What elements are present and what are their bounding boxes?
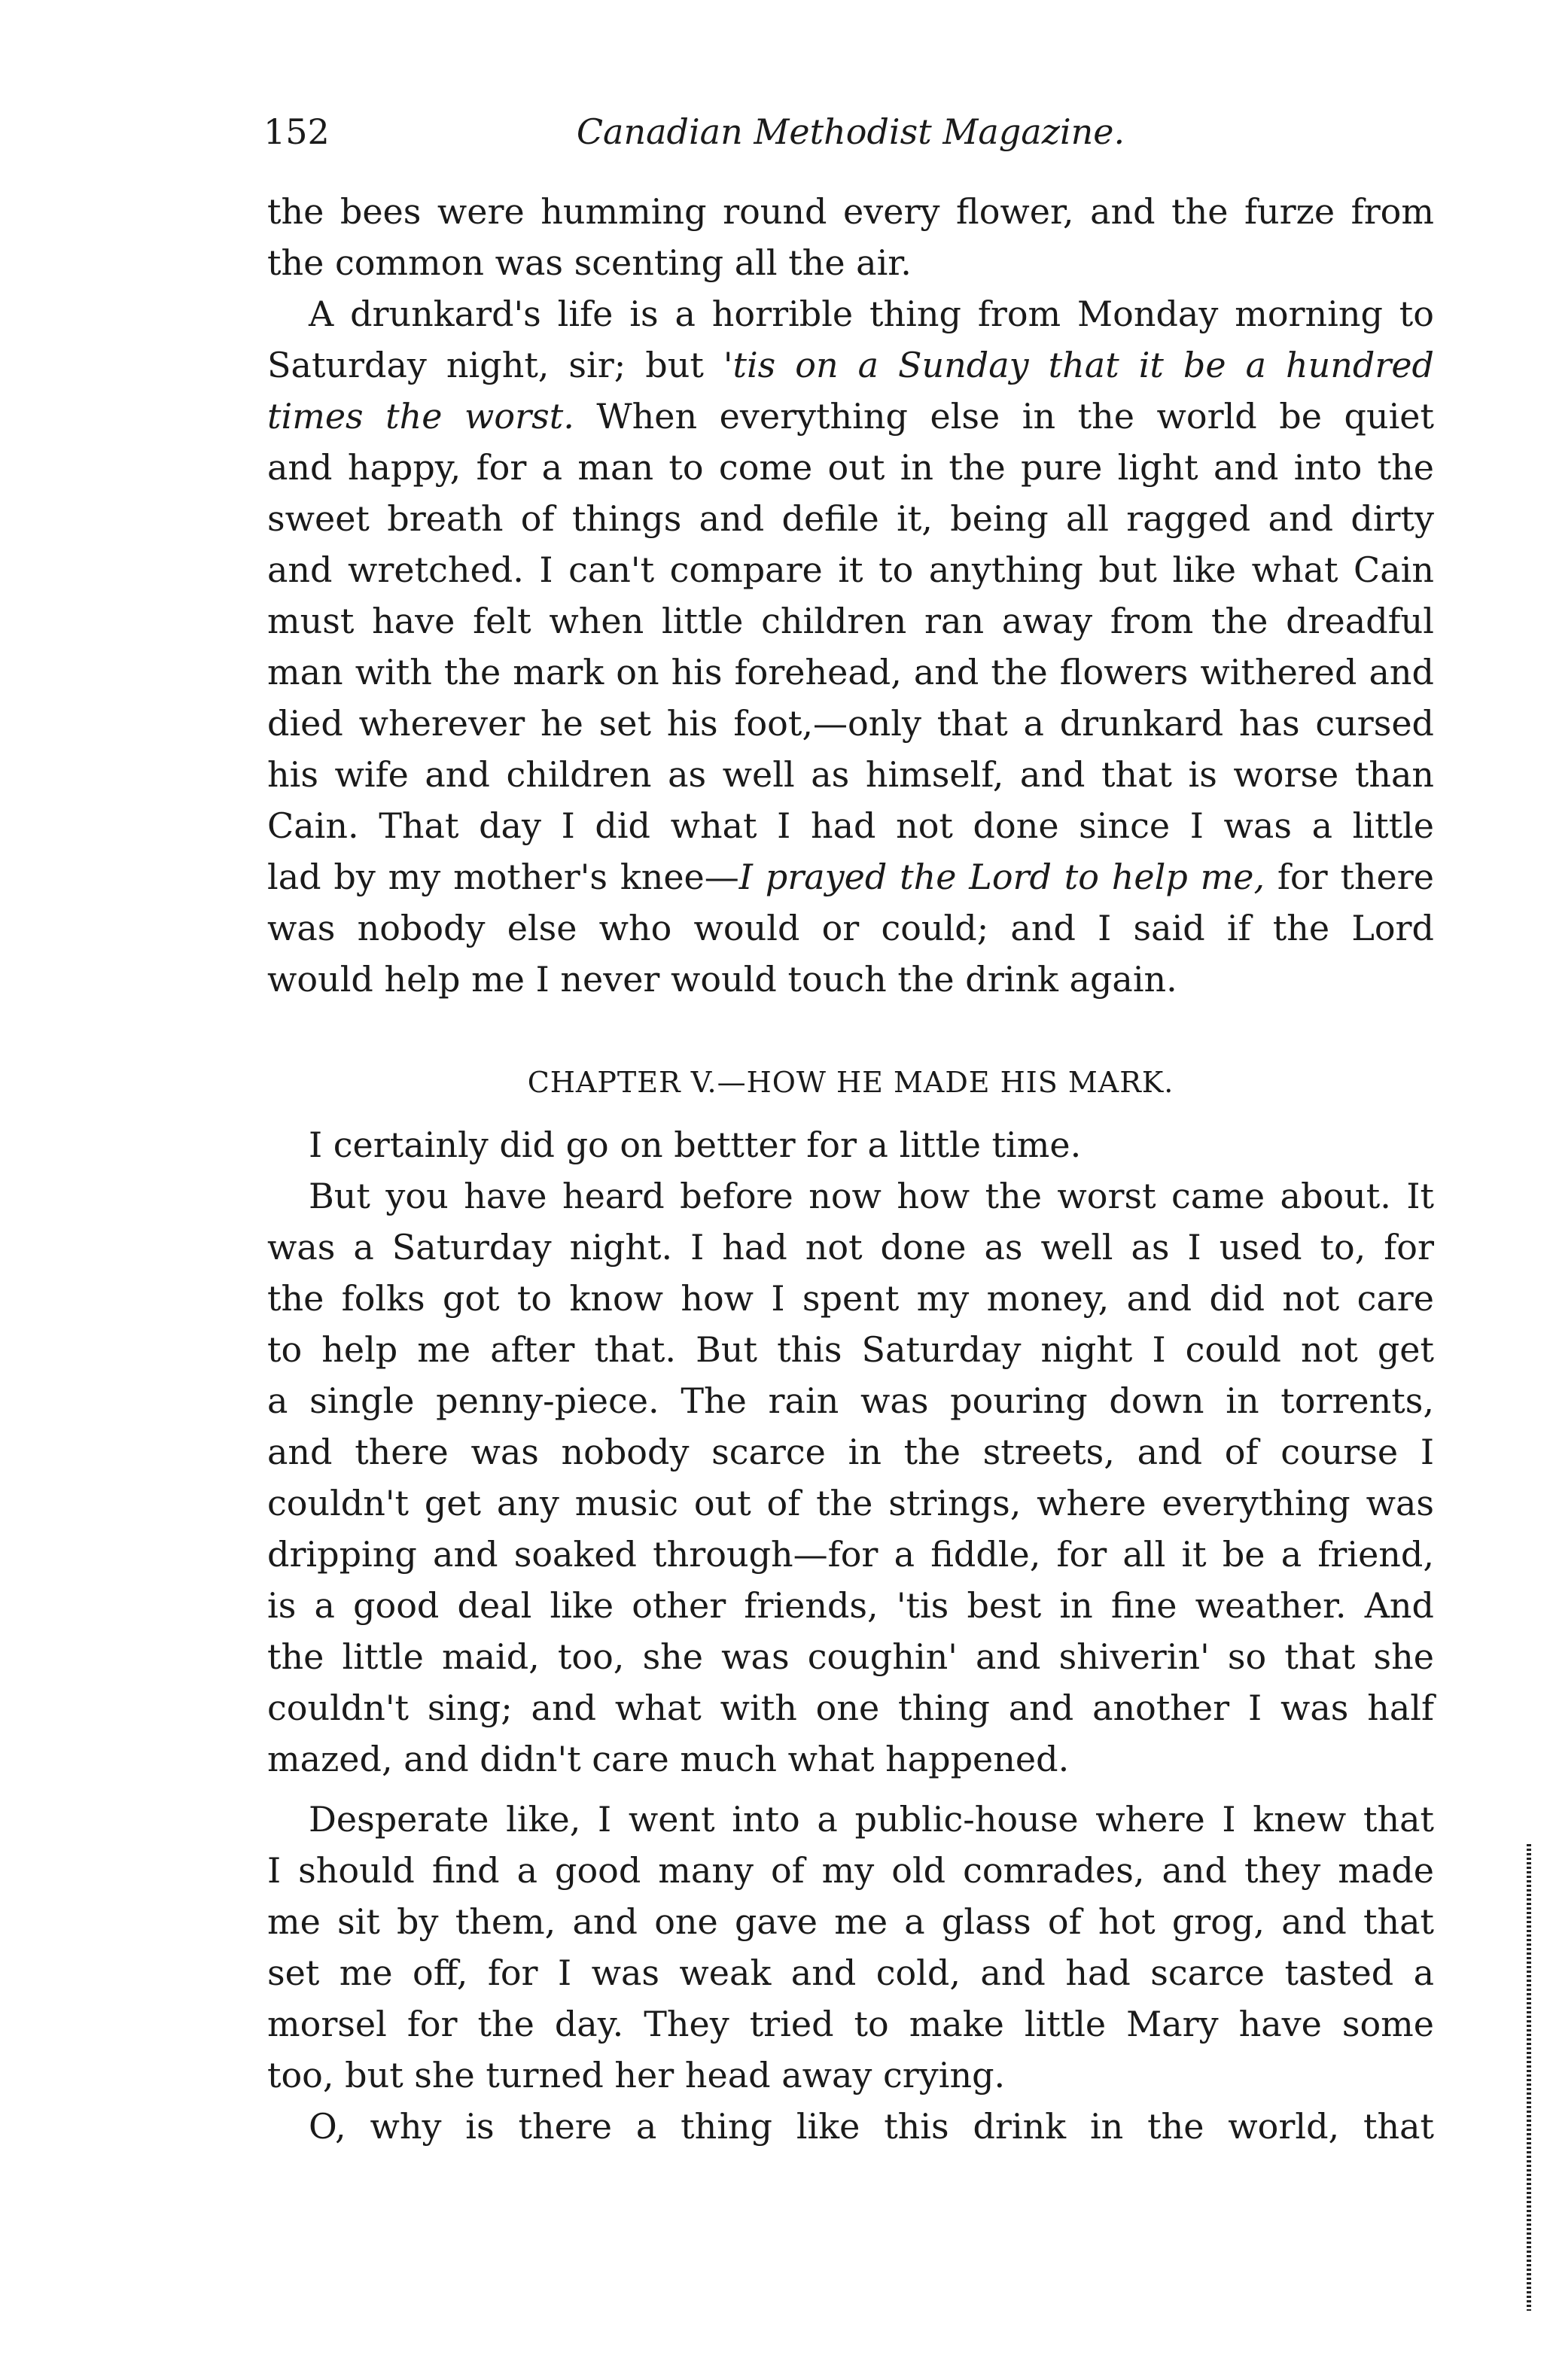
text-line: to help me after that. But this Saturday night I could not get: [267, 1329, 1434, 1370]
text-run: Saturday night, sir; but: [267, 345, 723, 385]
text-line: set me off, for I was weak and cold, and had scarce tasted a: [267, 1952, 1434, 1993]
text-line: dripping and soaked through—for a fiddle, for all it be a friend,: [267, 1534, 1434, 1575]
text-run: lad by my mother's knee—: [267, 857, 739, 897]
italic-run: times the worst.: [267, 396, 574, 437]
text-line: the folks got to know how I spent my money, and did not care: [267, 1278, 1434, 1319]
text-line: too, but she turned her head away crying.: [267, 2055, 1006, 2095]
italic-run: I prayed the Lord to help me,: [738, 857, 1265, 897]
text-line: the bees were humming round every flower, and the furze from: [267, 191, 1434, 232]
chapter-heading: CHAPTER V.—HOW HE MADE HIS MARK.: [527, 1066, 1174, 1099]
text-run: When everything else in the world be quiet: [574, 396, 1434, 437]
text-line: [267, 393, 1434, 440]
text-line: mazed, and didn't care much what happened.: [267, 1739, 1070, 1779]
text-line: his wife and children as well as himself, and that is worse than: [267, 754, 1434, 795]
text-line: couldn't sing; and what with one thing and another I was half: [267, 1688, 1434, 1728]
text-line: morsel for the day. They tried to make little Mary have some: [267, 2004, 1434, 2044]
text-line: was nobody else who would or could; and I said if the Lord: [267, 908, 1434, 948]
text-line: I should find a good many of my old comrades, and they made: [267, 1850, 1434, 1891]
scan-edge-artifact: [1527, 1844, 1531, 2311]
text-line: and happy, for a man to come out in the pure light and into the: [267, 447, 1434, 488]
text-line: [267, 854, 1434, 900]
running-title: Canadian Methodist Magazine.: [576, 111, 1125, 152]
text-line: and wretched. I can't compare it to anything but like what Cain: [267, 549, 1434, 590]
text-line: Desperate like, I went into a public-house where I knew that: [309, 1799, 1434, 1840]
text-line: I certainly did go on bettter for a little time.: [309, 1125, 1082, 1165]
text-line: couldn't get any music out of the strings, where everything was: [267, 1483, 1434, 1523]
text-line: is a good deal like other friends, 'tis best in fine weather. And: [267, 1585, 1434, 1626]
text-line: O, why is there a thing like this drink in the world, that: [309, 2106, 1434, 2147]
page-number: 152: [263, 111, 330, 152]
text-line: [267, 342, 1434, 388]
text-line: me sit by them, and one gave me a glass of hot grog, and that: [267, 1901, 1434, 1942]
page-header: [263, 105, 1438, 158]
text-line: and there was nobody scarce in the streets, and of course I: [267, 1432, 1434, 1472]
text-line: would help me I never would touch the drink again.: [267, 959, 1177, 1000]
text-line: man with the mark on his forehead, and the flowers withered and: [267, 652, 1434, 692]
text-line: But you have heard before now how the worst came about. It: [309, 1176, 1434, 1216]
text-line: was a Saturday night. I had not done as well as I used to, for: [267, 1227, 1434, 1268]
text-line: the little maid, too, she was coughin' and shiverin' so that she: [267, 1636, 1434, 1677]
text-line: sweet breath of things and defile it, being all ragged and dirty: [267, 498, 1434, 539]
text-line: died wherever he set his foot,—only that a drunkard has cursed: [267, 703, 1434, 744]
text-line: the common was scenting all the air.: [267, 242, 912, 283]
text-line: Cain. That day I did what I had not done since I was a little: [267, 805, 1434, 846]
text-run: for there: [1265, 857, 1434, 897]
text-line: A drunkard's life is a horrible thing from Monday morning to: [309, 294, 1434, 334]
italic-run: 'tis on a Sunday that it be a hundred: [723, 345, 1434, 385]
text-line: must have felt when little children ran away from the dreadful: [267, 601, 1434, 641]
text-line: a single penny-piece. The rain was pouring down in torrents,: [267, 1380, 1434, 1421]
